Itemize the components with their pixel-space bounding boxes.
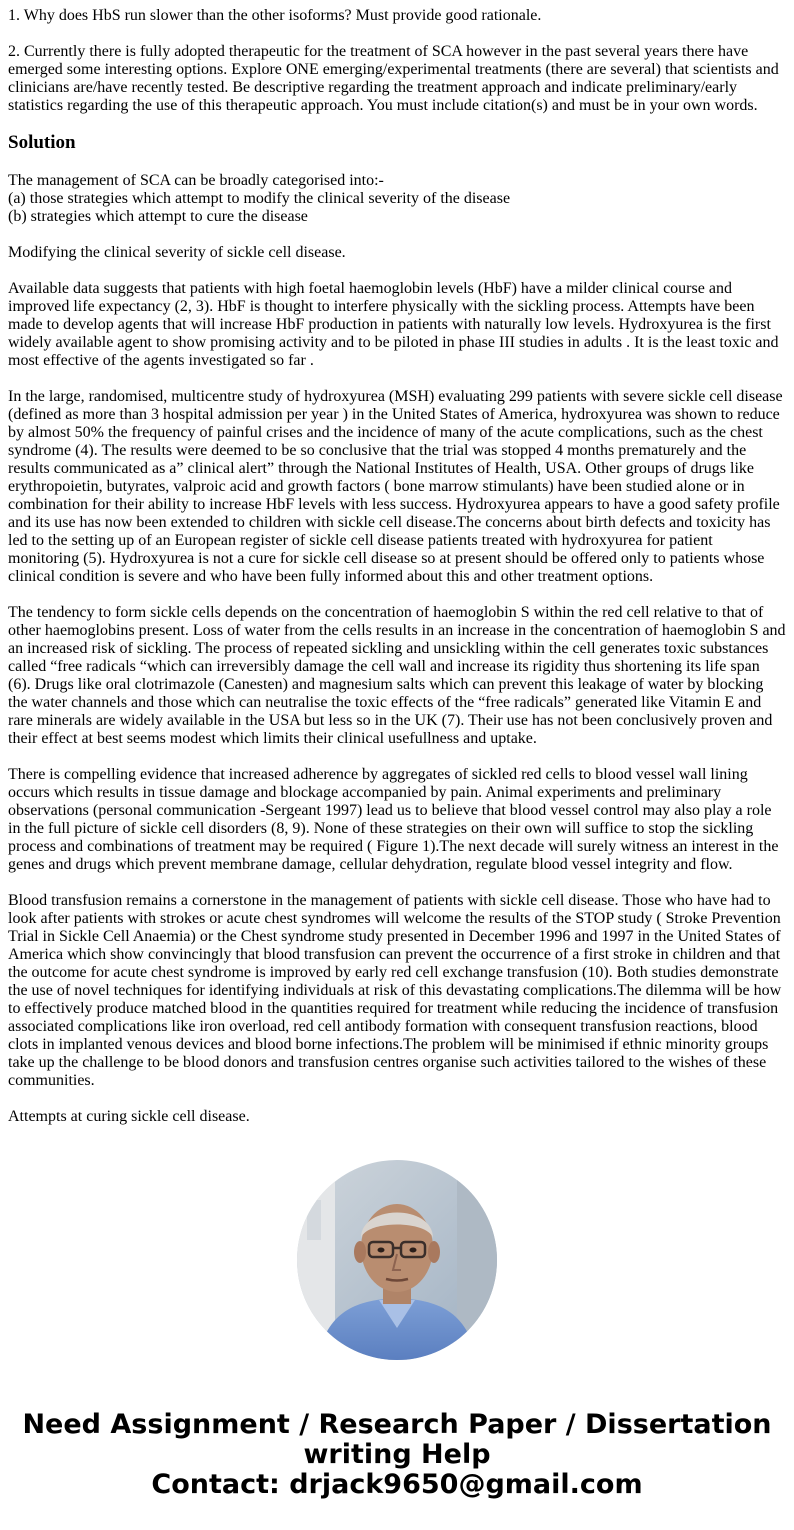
paragraph-msh-study: In the large, randomised, multicentre study of hydroxyurea (MSH) evaluating 299 patients with severe sickle cell disease (defined as more than 3 hospital admission per year ) in the United States of America, hydroxyurea was shown to reduce by almost 50% the frequency of painful crises and the incidence of many of the acute complications, such as the chest syndrome (4). The results were deemed to be so conclusive that the trial was stopped 4 months prematurely and the results communicated as a” clinical alert” through the National Institutes of Health, USA. Other groups of drugs like erythropoietin, butyrates, valproic acid and growth factors ( bone marrow stimulants) have been studied alone or in combination for their ability to increase HbF levels with less success. Hydroxyurea appears to have a good safety profile and its use has now been extended to children with sickle cell disease.The concerns about birth defects and toxicity has led to the setting up of an European register of sickle cell disease patients treated with hydroxyurea for patient monitoring (5). Hydroxyurea is not a cure for sickle cell disease so at present should be offered only to patients whose clinical condition is severe and who have been fully informed about this and other treatment options. — [8, 388, 783, 585]
question-1: 1. Why does HbS run slower than the other isoforms? Must provide good rationale. — [8, 7, 542, 24]
promo-line-1: Need Assignment / Research Paper / Dissertation — [22, 1409, 772, 1440]
intro-line-2: (a) those strategies which attempt to modify the clinical severity of the disease — [8, 190, 511, 207]
author-photo — [297, 1160, 497, 1360]
paragraph-adherence: There is compelling evidence that increased adherence by aggregates of sickled red cells to blood vessel wall lining occurs which results in tissue damage and blockage accompanied by pain. Animal experiments and preliminary observations (personal communication -Sergeant 1997) lead us to believe that blood vessel control may also play a role in the full picture of sickle cell disorders (8, 9). None of these strategies on their own will suffice to stop the sickling process and combinations of treatment may be required ( Figure 1).The next decade will surely witness an interest in the genes and drugs which prevent membrane damage, cellular dehydration, regulate blood vessel integrity and flow. — [8, 766, 779, 873]
solution-heading: Solution — [8, 132, 76, 153]
paragraph-sickle-concentration: The tendency to form sickle cells depends on the concentration of haemoglobin S within the red cell relative to that of other haemoglobins present. Loss of water from the cells results in an increase in the concentration of haemoglobin S and an increased risk of sickling. The process of repeated sickling and unsickling within the cell generates toxic substances called “free radicals “which can irreversibly damage the cell wall and increase its rigidity thus shortening its life span (6). Drugs like oral clotrimazole (Canesten) and magnesium salts which can prevent this leakage of water by blocking the water channels and those which can neutralise the toxic effects of the “free radicals” generated like Vitamin E and rare minerals are widely available in the USA but less so in the UK (7). Their use has not been conclusively proven and their effect at best seems modest which limits their clinical usefullness and uptake. — [8, 604, 786, 747]
intro-paragraph — [8, 172, 786, 226]
promo-banner — [0, 1410, 794, 1500]
intro-line-1: The management of SCA can be broadly categorised into:- — [8, 172, 384, 189]
section-title-curing: Attempts at curing sickle cell disease. — [8, 1108, 250, 1125]
portrait-illustration — [297, 1160, 497, 1360]
promo-contact[interactable]: Contact: drjack9650@gmail.com — [151, 1469, 643, 1500]
section-title-modifying: Modifying the clinical severity of sickle cell disease. — [8, 244, 346, 261]
document-body — [0, 7, 794, 1126]
intro-line-3: (b) strategies which attempt to cure the disease — [8, 208, 308, 225]
question-2: 2. Currently there is fully adopted therapeutic for the treatment of SCA however in the past several years there have emerged some interesting options. Explore ONE emerging/experimental treatments (there are several) that scientists and clinicians are/have recently tested. Be descriptive regarding the treatment approach and indicate preliminary/early statistics regarding the use of this therapeutic approach. You must include citation(s) and must be in your own words. — [8, 43, 779, 114]
paragraph-hbf: Available data suggests that patients with high foetal haemoglobin levels (HbF) have a milder clinical course and improved life expectancy (2, 3). HbF is thought to interfere physically with the sickling process. Attempts have been made to develop agents that will increase HbF production in patients with naturally low levels. Hydroxyurea is the first widely available agent to show promising activity and to be piloted in phase III studies in adults . It is the least toxic and most effective of the agents investigated so far . — [8, 280, 779, 369]
promo-line-2: writing Help — [303, 1439, 491, 1470]
paragraph-transfusion: Blood transfusion remains a cornerstone in the management of patients with sickle cell disease. Those who have had to look after patients with strokes or acute chest syndromes will welcome the results of the STOP study ( Stroke Prevention Trial in Sickle Cell Anaemia) or the Chest syndrome study presented in December 1996 and 1997 in the United States of America which show convincingly that blood transfusion can prevent the occurrence of a first stroke in children and that the outcome for acute chest syndrome is improved by early red cell exchange transfusion (10). Both studies demonstrate the use of novel techniques for identifying individuals at risk of this devastating complications.The dilemma will be how to effectively produce matched blood in the quantities required for treatment while reducing the incidence of transfusion associated complications like iron overload, red cell antibody formation with consequent transfusion reactions, blood clots in implanted venous devices and blood borne infections.The problem will be minimised if ethnic minority groups take up the challenge to be blood donors and transfusion centres organise such activities tailored to the wishes of these communities. — [8, 892, 782, 1089]
